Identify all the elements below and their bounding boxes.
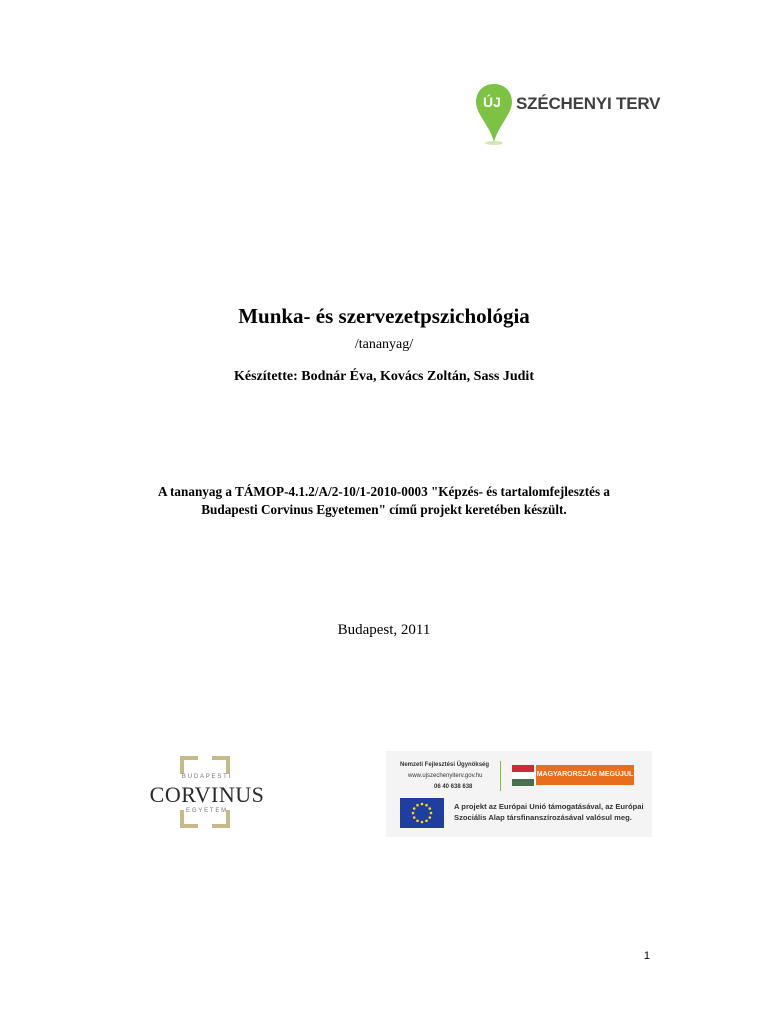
document-title: Munka- és szervezetpszichológia (238, 304, 530, 328)
eu-flag-icon (400, 798, 444, 828)
nfu-name: Nemzeti Fejlesztési Ügynökség (400, 762, 490, 768)
corvinus-bottom-text: EGYETEM (186, 808, 228, 814)
map-pin-icon (474, 82, 514, 146)
project-statement-line-2: Budapesti Corvinus Egyetemen" című projekt keretében készült. (201, 502, 567, 517)
corvinus-bracket-tl (180, 756, 198, 774)
szechenyi-terv-logo (474, 82, 661, 146)
place-date: Budapest, 2011 (337, 622, 431, 638)
logo-uj-text: ÚJ (483, 94, 501, 110)
eu-support-line-1: A projekt az Európai Unió támogatásával, az Európai (454, 802, 644, 811)
nfu-phone: 06 40 638 638 (434, 784, 473, 790)
corvinus-main-text: CORVINUS (149, 782, 265, 807)
eu-support-line-2: Szociális Alap társfinanszírozásával valósul meg. (454, 813, 632, 822)
eu-support-text (454, 801, 644, 823)
nfu-divider (500, 761, 501, 791)
document-subtitle: /tananyag/ (354, 337, 414, 352)
project-statement (0, 483, 768, 519)
corvinus-top-text: BUDAPESTI (181, 774, 233, 780)
corvinus-bracket-tr (212, 756, 230, 774)
nfu-eu-logo-block (386, 751, 652, 837)
page-number: 1 (643, 950, 650, 962)
nfu-url: www.ujszechenyiterv.gov.hu (408, 773, 483, 779)
hungarian-flag-icon (512, 765, 534, 786)
corvinus-logo (148, 754, 266, 832)
project-statement-line-1: A tananyag a TÁMOP-4.1.2/A/2-10/1-2010-0003 "Képzés- és tartalomfejlesztés a (157, 484, 611, 499)
magyarorszag-megujul-badge: MAGYARORSZÁG MEGÚJUL (536, 765, 634, 785)
logo-szechenyi-text: SZÉCHENYI TERV (516, 94, 661, 113)
document-authors: Készítette: Bodnár Éva, Kovács Zoltán, Sass Judit (234, 369, 534, 384)
